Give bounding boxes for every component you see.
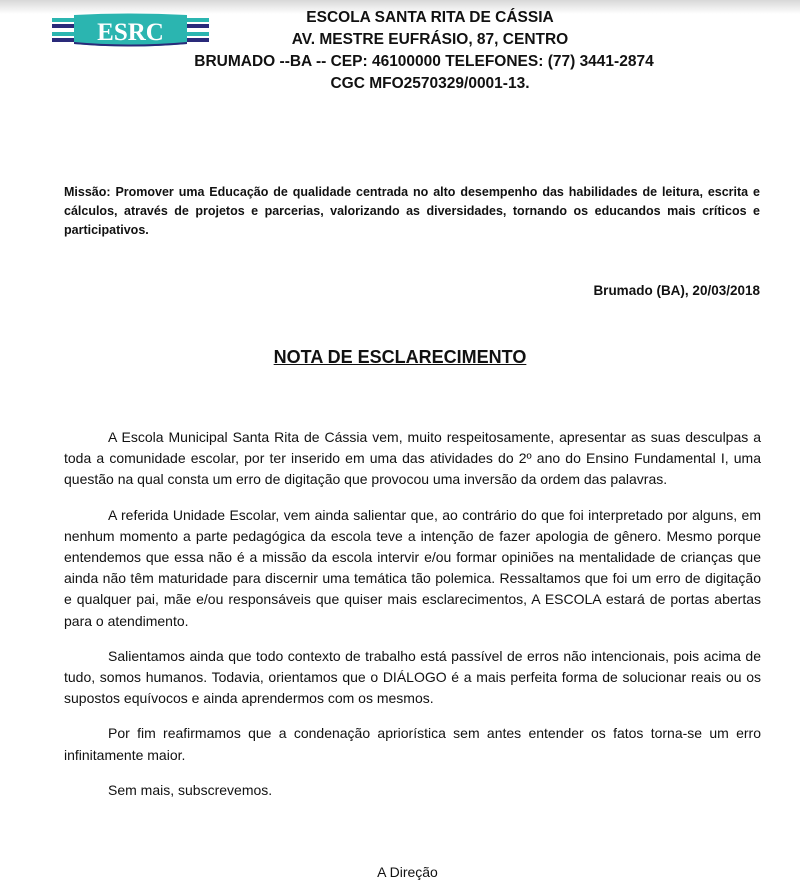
date-line: Brumado (BA), 20/03/2018: [593, 283, 760, 298]
school-city-contact: BRUMADO --BA -- CEP: 46100000 TELEFONES: (77) 3441-2874: [194, 53, 654, 70]
letterhead: [0, 7, 800, 95]
school-name: ESCOLA SANTA RITA DE CÁSSIA: [306, 9, 554, 26]
school-address: AV. MESTRE EUFRÁSIO, 87, CENTRO: [291, 31, 569, 48]
document-title: NOTA DE ESCLARECIMENTO: [273, 347, 527, 367]
mission-statement: Missão: Promover uma Educação de qualidade centrada no alto desempenho das habilidades de leitura, escrita e cálculos, através de projetos e parcerias, valorizando as diversidades, tornando os educandos mais críticos e participativos.: [64, 185, 760, 237]
signature: A Direção: [377, 864, 438, 880]
body-paragraph: Por fim reafirmamos que a condenação apriorística sem antes entender os fatos torna-se um erro infinitamente maior.: [64, 725, 761, 763]
closing-line: Sem mais, subscrevemos.: [108, 781, 273, 798]
school-cgc: CGC MFO2570329/0001-13.: [330, 75, 530, 92]
document-body: [64, 427, 761, 815]
body-paragraph: A Escola Municipal Santa Rita de Cássia vem, muito respeitosamente, apresentar as suas desculpas a toda a comunidade escolar, por ter inserido em uma das atividades do 2º ano do Ensino Fundamental I, uma questão na qual consta um erro de digitação que provocou uma inversão da ordem das palavras.: [64, 429, 761, 488]
body-paragraph: Salientamos ainda que todo contexto de trabalho está passível de erros não intencionais, pois acima de tudo, somos humanos. Todavia, orientamos que o DIÁLOGO é a mais perfeita forma de solucionar reais ou os supostos equívocos e ainda aprendermos com os mesmos.: [64, 647, 761, 707]
logo-text: ESRC: [97, 19, 164, 46]
body-paragraph: A referida Unidade Escolar, vem ainda salientar que, ao contrário do que foi interpretado por alguns, em nenhum momento a parte pedagógica da escola teve a intenção de fazer apologia de gênero. Mesmo porque entendemos que essa não é a missão da escola intervir e/ou formar opiniões na mentalidade de crianças que ainda não têm maturidade para discernir uma temática tão polemica. Ressaltamos que foi um erro de digitação e qualquer pai, mãe e/ou responsáveis que quiser mais esclarecimentos, A ESCOLA estará de portas abertas para o atendimento.: [64, 506, 761, 629]
